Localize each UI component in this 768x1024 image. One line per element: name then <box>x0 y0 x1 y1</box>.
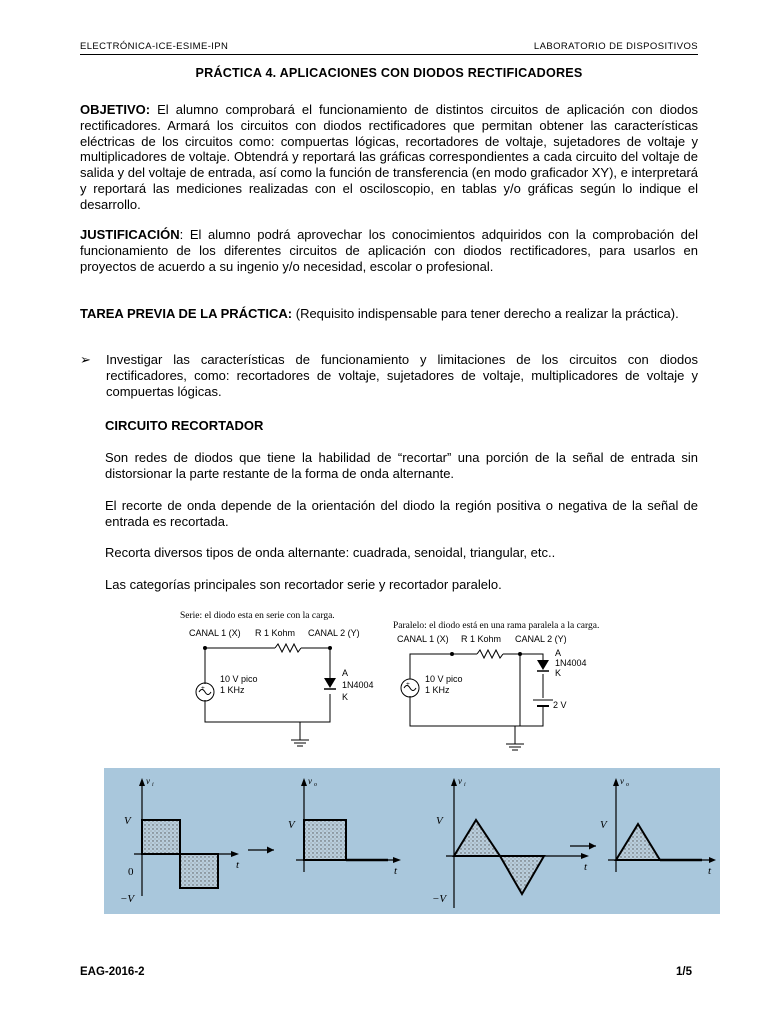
header-left: ELECTRÓNICA-ICE-ESIME-IPN <box>80 41 229 52</box>
page-header <box>80 40 698 55</box>
serie-canal2-label: CANAL 2 (Y) <box>308 628 360 638</box>
paralelo-plus: + <box>406 681 410 688</box>
serie-source-f: 1 KHz <box>220 685 245 695</box>
serie-node-right <box>328 646 332 650</box>
paralelo-resistor-symbol <box>477 650 503 658</box>
square-input-wave <box>120 776 240 905</box>
vi-label: v <box>146 776 150 786</box>
paralelo-cathode-label: K <box>555 668 562 678</box>
page-title: PRÁCTICA 4. APLICACIONES CON DIODOS RECTIFICADORES <box>195 66 583 80</box>
clipping-waveforms <box>104 768 720 914</box>
paralelo-node-left <box>450 652 454 656</box>
tri-v-pos-label: V <box>436 815 443 827</box>
tarea-label: TAREA PREVIA DE LA PRÁCTICA: <box>80 306 293 321</box>
serie-resistor-symbol <box>275 644 301 652</box>
justificacion-label: JUSTIFICACIÓN <box>80 227 180 242</box>
page-number: 1/5 <box>676 966 692 978</box>
paralelo-caption: Paralelo: el diodo está en una rama paralela a la carga. <box>393 621 600 631</box>
serie-node-left <box>203 646 207 650</box>
tarea-paragraph <box>80 306 698 322</box>
recortador-p1: Son redes de diodos que tiene la habilidad de “recortar” una porción de la señal de entrada sin distorsionar la parte restante de la forma de onda alternante. <box>105 450 698 481</box>
t4-label: t <box>708 865 712 877</box>
triangle-output-wave <box>600 776 716 877</box>
objetivo-paragraph <box>80 102 698 213</box>
justificacion-text: : El alumno podrá aprovechar los conocimientos adquiridos con la comprobación del funcionamiento de los diferentes circuitos de aplicación con diodos rectificadores, para usarlos en proyectos de acuerdo a su ingenio y/o necesidad, escolar o profesional. <box>80 227 698 274</box>
vi-sub: i <box>152 782 154 788</box>
tri-out-v-pos-label: V <box>600 819 607 831</box>
footer-left: EAG-2016-2 <box>80 966 145 978</box>
objetivo-text: El alumno comprobará el funcionamiento de distintos circuitos de aplicación con diodos rectificadores. Armará los circuitos con diodos rectificadores que permitan obtener las características eléctricas de los circuitos como: compuertas lógicas, recortadores de voltaje, sujetadores de voltaje y multiplicadores de voltaje. Obtendrá y reportará las gráficas correspondientes a cada circuito del voltaje de salida y del voltaje de entrada, así como la función de transferencia (en modo graficador XY), e interpretará y reportará las mediciones realizadas con el osciloscopio, en tablas y/o gráficas según lo indique el desarrollo. <box>80 102 698 212</box>
vi2-label: v <box>458 776 462 786</box>
square-output-wave <box>288 776 401 877</box>
vo-sub: o <box>314 782 317 788</box>
v-neg-label: −V <box>120 893 135 905</box>
justificacion-paragraph <box>80 227 698 274</box>
tarea-text: (Requisito indispensable para tener derecho a realizar la práctica). <box>295 306 679 321</box>
paralelo-battery-label: 2 V <box>553 700 567 710</box>
bullet-text: Investigar las características de funcionamiento y limitaciones de los circuitos con diodos rectificadores, como: recortadores de voltaje, sujetadores de voltaje, multiplicadores de voltaje y compuertas lógicas. <box>106 352 698 399</box>
t-label: t <box>236 859 240 871</box>
clipper-circuits-figure <box>175 604 645 752</box>
serie-source-v: 10 V pico <box>220 674 258 684</box>
serie-plus: + <box>201 685 205 692</box>
paralelo-diode-icon <box>537 660 549 670</box>
serie-caption: Serie: el diodo esta en serie con la carga. <box>180 611 335 621</box>
paralelo-diode-label: 1N4004 <box>555 658 587 668</box>
paralelo-source-f: 1 KHz <box>425 685 450 695</box>
serie-canal1-label: CANAL 1 (X) <box>189 628 241 638</box>
vi2-sub: i <box>464 782 466 788</box>
triangle-input-wave <box>432 776 589 908</box>
paralelo-node-right <box>518 652 522 656</box>
recortador-heading: CIRCUITO RECORTADOR <box>105 418 264 433</box>
v-pos-label: V <box>124 815 131 827</box>
serie-cathode-label: K <box>342 692 349 702</box>
waveforms-panel <box>104 768 720 914</box>
serie-diode-icon <box>324 678 336 688</box>
tri-v-neg-label: −V <box>432 893 447 905</box>
t3-label: t <box>584 861 588 873</box>
zero-label: 0 <box>128 866 134 878</box>
recortador-p3: Recorta diversos tipos de onda alternante: cuadrada, senoidal, triangular, etc.. <box>105 545 556 560</box>
serie-diode-label: 1N4004 <box>342 680 374 690</box>
vo2-sub: o <box>626 782 629 788</box>
vo-v-pos-label: V <box>288 819 295 831</box>
objetivo-label: OBJETIVO: <box>80 102 151 117</box>
vo-label: v <box>308 776 312 786</box>
serie-wiring <box>196 644 330 746</box>
paralelo-wiring <box>401 650 553 750</box>
arrow-bullet-icon: ➢ <box>80 352 91 367</box>
paralelo-canal2-label: CANAL 2 (Y) <box>515 634 567 644</box>
serie-anode-label: A <box>342 668 349 678</box>
vo2-label: v <box>620 776 624 786</box>
paralelo-source-v: 10 V pico <box>425 674 463 684</box>
recortador-p2: El recorte de onda depende de la orientación del diodo la región positiva o negativa de la señal de entrada es recortada. <box>105 498 698 529</box>
recortador-p4: Las categorías principales son recortador serie y recortador paralelo. <box>105 577 502 592</box>
paralelo-resistor-label: R 1 Kohm <box>461 634 502 644</box>
paralelo-canal1-label: CANAL 1 (X) <box>397 634 449 644</box>
header-right: LABORATORIO DE DISPOSITIVOS <box>533 41 698 52</box>
t2-label: t <box>394 865 398 877</box>
serie-resistor-label: R 1 Kohm <box>255 628 296 638</box>
paralelo-anode-label: A <box>555 648 562 658</box>
